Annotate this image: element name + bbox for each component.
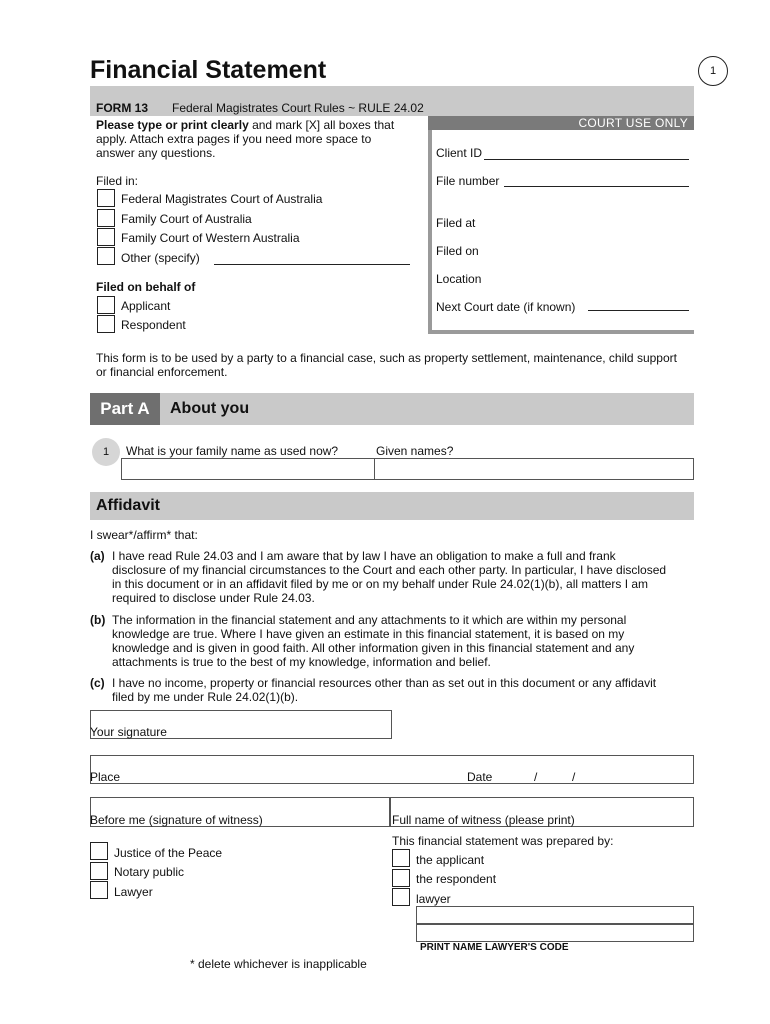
clause-b: (b) The information in the financial statement and any attachments to it which are within my personal knowledge are true. Where I have given an estimate in this financial statement, it is based on my knowledge and is given in good faith. All other information given in this financial statement and any attachments is true to the best of my knowledge, information and belief. — [90, 613, 635, 669]
rule-label: Federal Magistrates Court Rules ~ RULE 24.02 — [172, 101, 424, 115]
checkbox-respondent[interactable] — [97, 315, 115, 333]
given-names-input[interactable] — [374, 459, 693, 479]
place-label: Place — [90, 770, 121, 784]
witness-type-notary: Notary public — [114, 865, 185, 879]
filed-in-label: Filed in: — [96, 174, 139, 188]
date-label: Date — [467, 770, 493, 784]
option-family-court: Family Court of Australia — [121, 212, 252, 226]
lawyer-name-field[interactable] — [416, 906, 694, 924]
clause-c: (c) I have no income, property or financial resources other than as set out in this document or any affidavit filed by me under Rule 24.02(1)(b). — [90, 676, 657, 704]
checkbox-applicant[interactable] — [97, 296, 115, 314]
filed-on-label: Filed on — [436, 244, 479, 258]
checkbox-family-court-wa[interactable] — [97, 228, 115, 246]
checkbox-federal-magistrates[interactable] — [97, 189, 115, 207]
affidavit-bar — [90, 492, 694, 520]
checkbox-notary-public[interactable] — [90, 862, 108, 880]
checkbox-family-court[interactable] — [97, 209, 115, 227]
given-names-label: Given names? — [376, 444, 454, 458]
form-label: FORM 13 — [96, 101, 149, 115]
checkbox-other[interactable] — [97, 247, 115, 265]
location-label: Location — [436, 272, 482, 286]
question-number: 1 — [92, 438, 120, 466]
part-a-badge: Part A — [90, 393, 160, 425]
option-family-court-wa: Family Court of Western Australia — [121, 231, 300, 245]
prepared-by-label: This financial statement was prepared by: — [392, 834, 614, 848]
instructions-line2: apply. Attach extra pages if you need more space to — [96, 132, 372, 146]
prepared-applicant: the applicant — [416, 853, 485, 867]
client-id-field[interactable] — [484, 159, 689, 160]
part-a-title: About you — [170, 400, 250, 417]
option-other: Other (specify) — [121, 251, 200, 265]
client-id-label: Client ID — [436, 146, 483, 160]
page-number: 1 — [698, 56, 728, 86]
date-separator-1: / — [534, 770, 538, 784]
page-title: Financial Statement — [90, 56, 327, 84]
checkbox-justice-of-peace[interactable] — [90, 842, 108, 860]
affidavit-title: Affidavit — [96, 497, 160, 514]
clause-a: (a) I have read Rule 24.03 and I am aware that by law I have an obligation to make a full and frank disclosure of my financial circumstances to the Court and each other party. In particular, I have disclosed in this document or in an affidavit filed by me or on my behalf under Rule 24.02(1)(b), all matters I am required to disclose under Rule 24.03. — [90, 549, 667, 605]
checkbox-prepared-lawyer[interactable] — [392, 888, 410, 906]
signature-label: Your signature — [90, 725, 167, 739]
checkbox-prepared-respondent[interactable] — [392, 869, 410, 887]
file-number-label: File number — [436, 174, 500, 188]
checkbox-lawyer-witness[interactable] — [90, 881, 108, 899]
filed-at-label: Filed at — [436, 216, 476, 230]
print-name-label: PRINT NAME LAWYER'S CODE — [420, 942, 569, 953]
swear-text: I swear*/affirm* that: — [90, 528, 198, 542]
before-me-label: Before me (signature of witness) — [90, 813, 263, 827]
instructions-line3: answer any questions. — [96, 146, 216, 160]
witness-type-jp: Justice of the Peace — [114, 846, 223, 860]
form-header-bar — [90, 86, 694, 116]
other-specify-field[interactable] — [214, 264, 410, 265]
option-respondent: Respondent — [121, 318, 186, 332]
family-name-input[interactable] — [122, 459, 372, 479]
prepared-lawyer: lawyer — [416, 892, 451, 906]
date-separator-2: / — [572, 770, 576, 784]
witness-type-lawyer: Lawyer — [114, 885, 153, 899]
footnote: * delete whichever is inapplicable — [190, 957, 367, 971]
checkbox-prepared-applicant[interactable] — [392, 849, 410, 867]
court-use-heading: COURT USE ONLY — [428, 116, 694, 130]
family-name-label: What is your family name as used now? — [126, 444, 339, 458]
next-court-date-label: Next Court date (if known) — [436, 300, 576, 314]
place-date-box[interactable] — [90, 755, 694, 784]
option-applicant: Applicant — [121, 299, 171, 313]
filed-on-behalf-label: Filed on behalf of — [96, 280, 196, 294]
option-federal-magistrates: Federal Magistrates Court of Australia — [121, 192, 323, 206]
intro-text: This form is to be used by a party to a financial case, such as property settlement, maintenance, child support or financial enforcement. — [96, 351, 677, 379]
lawyer-code-field[interactable] — [416, 924, 694, 942]
instructions-line1: Please type or print clearly and mark [X] all boxes that — [96, 118, 395, 132]
prepared-respondent: the respondent — [416, 872, 497, 886]
file-number-field[interactable] — [504, 186, 689, 187]
witness-name-label: Full name of witness (please print) — [392, 813, 575, 827]
next-court-date-field[interactable] — [588, 310, 689, 311]
